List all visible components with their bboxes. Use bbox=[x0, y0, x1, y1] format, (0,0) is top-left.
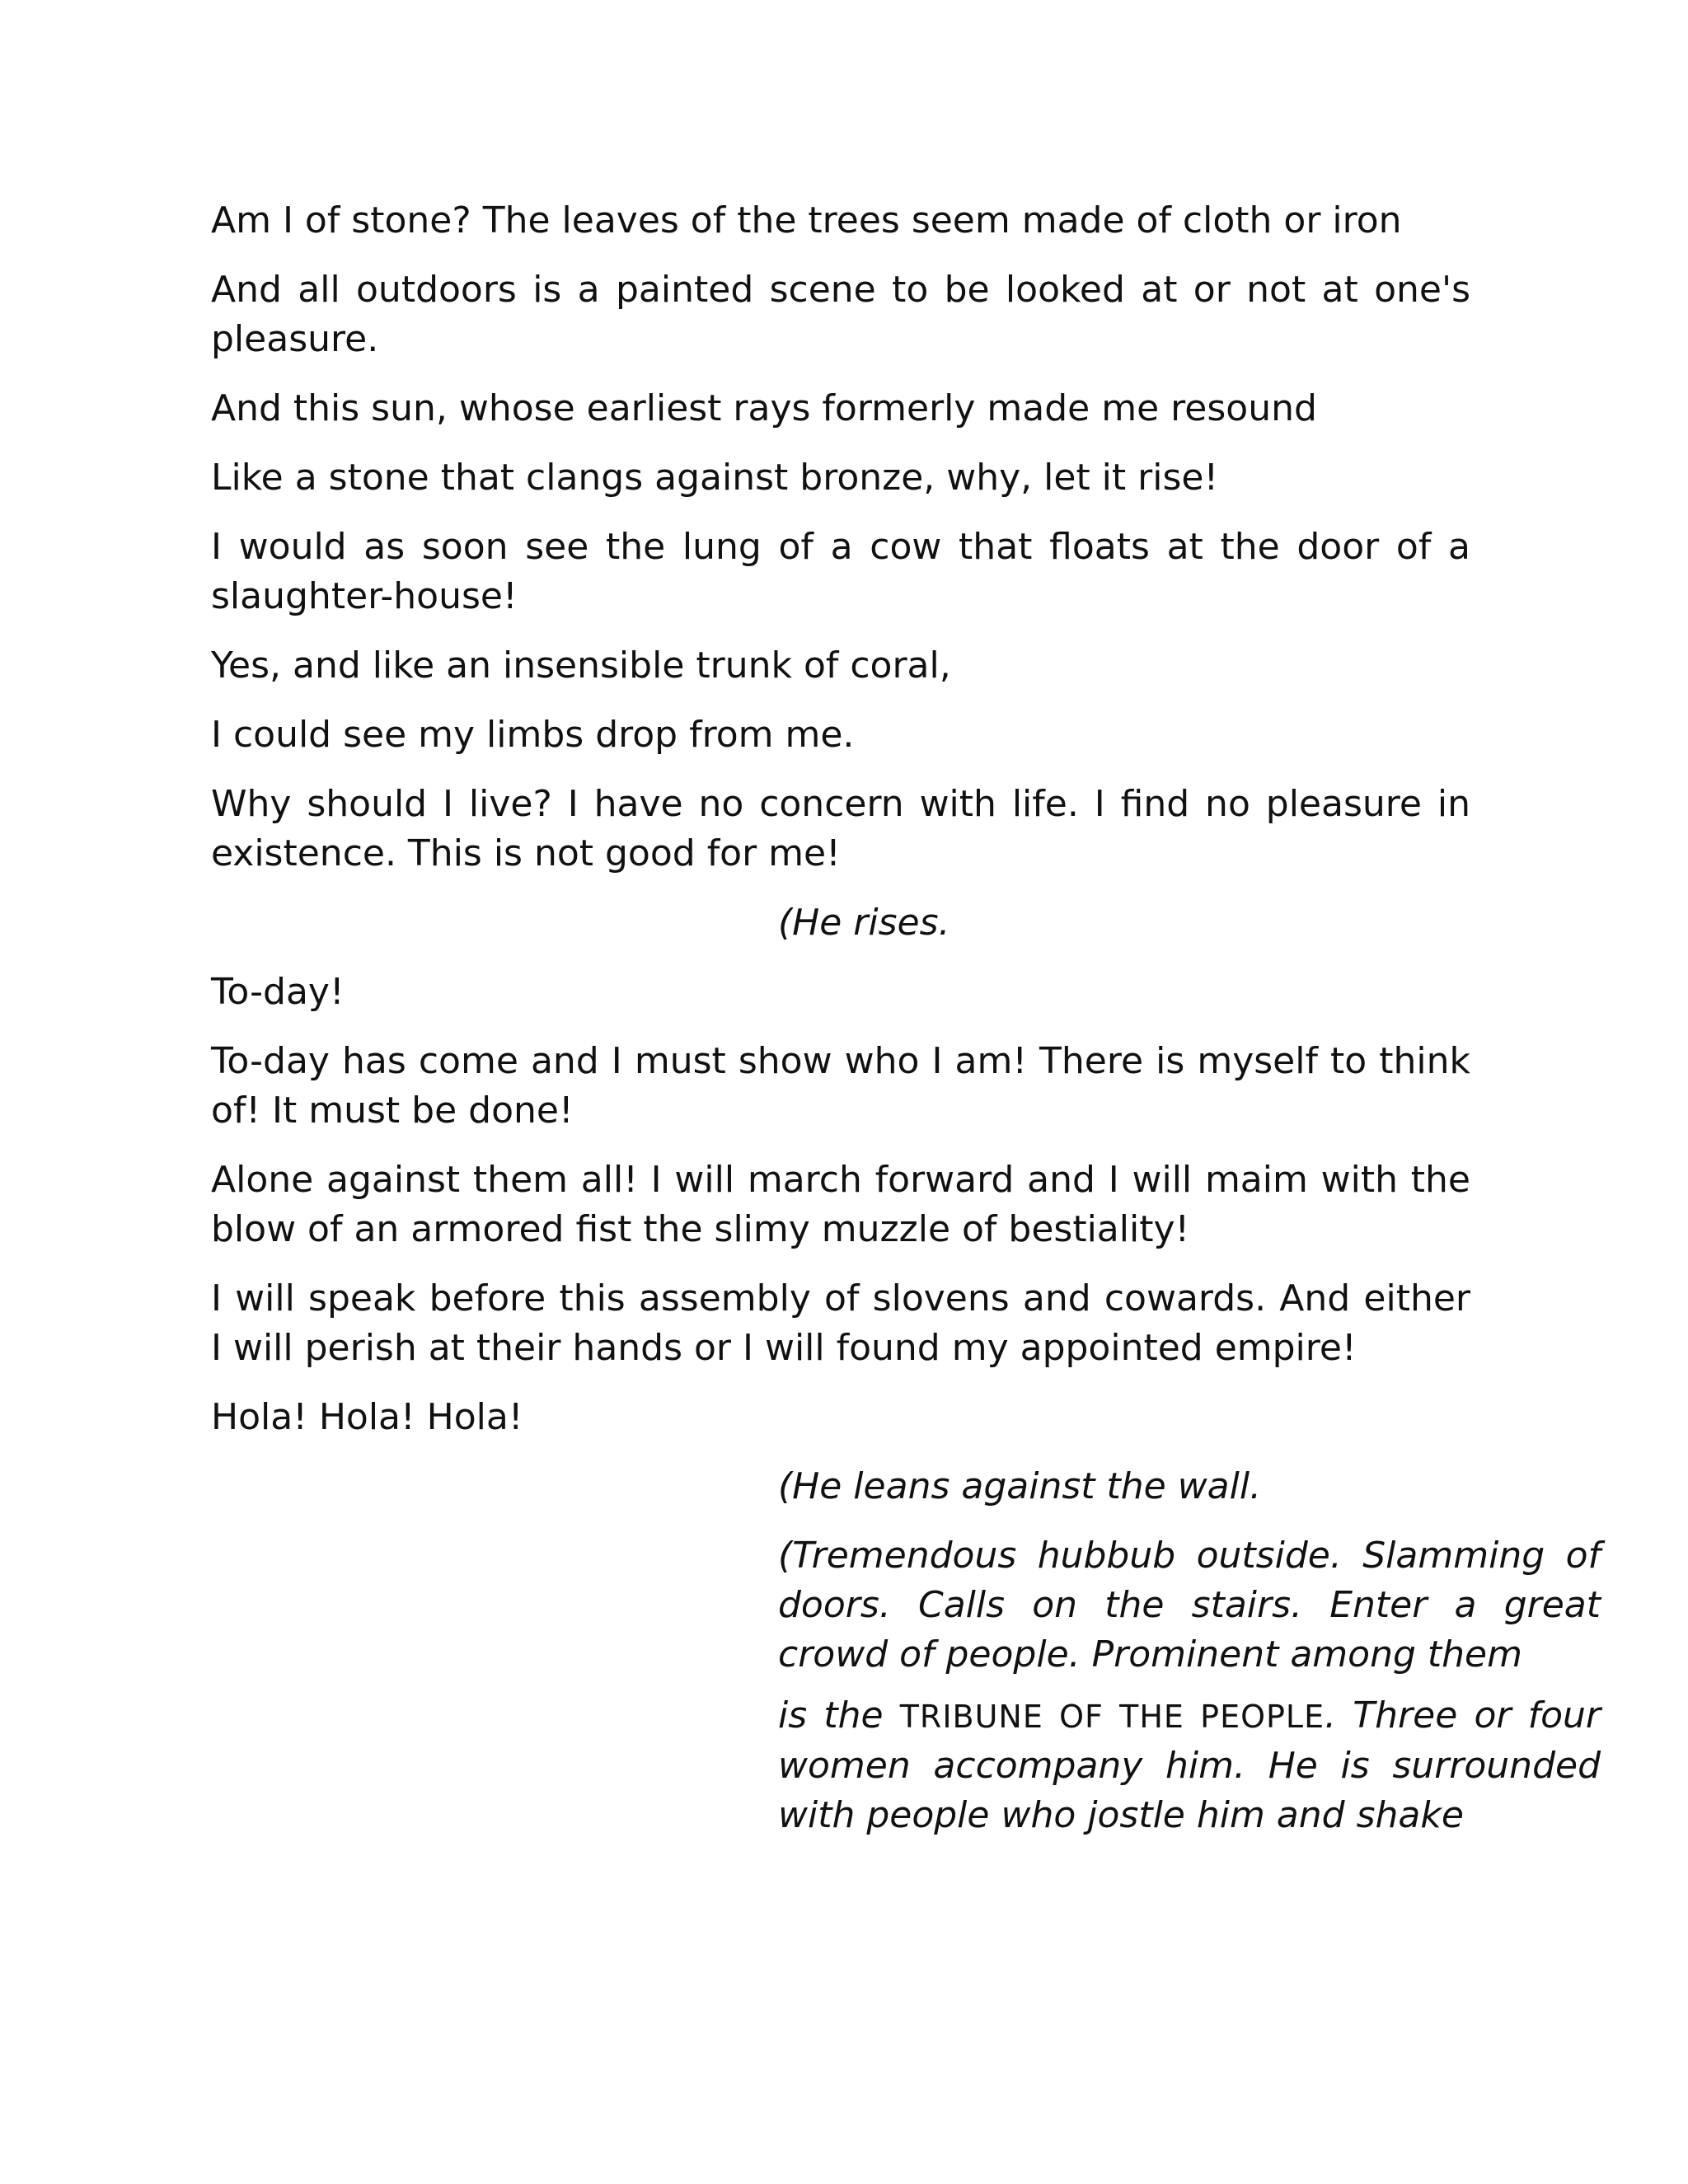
play-page bbox=[211, 196, 1601, 1860]
verse-line: Am I of stone? The leaves of the trees seem made of cloth or iron bbox=[211, 199, 1402, 241]
stage-direction-leans: (He leans against the wall. bbox=[778, 1465, 1262, 1507]
verse-line: I would as soon see the lung of a cow that floats at the door of a slaughter-house! bbox=[211, 526, 1470, 617]
verse-line: To-day has come and I must show who I am! There is myself to think of! It must be done! bbox=[211, 1040, 1470, 1132]
stage-direction-hubbub: (Tremendous hubbub outside. Slamming of doors. Calls on the stairs. Enter a great crowd of people. Prominent among them bbox=[778, 1535, 1601, 1675]
character-name-tribune: TRIBUNE OF THE PEOPLE bbox=[899, 1699, 1325, 1735]
stage-direction-prefix: is the bbox=[778, 1694, 884, 1736]
stage-direction-suffix: . Three or four women accompany him. He is surrounded with people who jostle him and shake bbox=[778, 1694, 1601, 1836]
stage-direction-tribune bbox=[778, 1691, 1601, 1840]
verse-line: I could see my limbs drop from me. bbox=[211, 714, 855, 756]
verse-line: Yes, and like an insensible trunk of coral, bbox=[211, 644, 951, 687]
verse-line: And all outdoors is a painted scene to be looked at or not at one's pleasure. bbox=[211, 269, 1470, 360]
verse-line: Like a stone that clangs against bronze, why, let it rise! bbox=[211, 457, 1219, 499]
stage-direction-rises: (He rises. bbox=[778, 902, 950, 944]
verse-line: To-day! bbox=[211, 971, 345, 1013]
verse-line: I will speak before this assembly of slovens and cowards. And either I will perish at their hands or I will found my appointed empire! bbox=[211, 1277, 1470, 1369]
verse-line: Hola! Hola! Hola! bbox=[211, 1396, 523, 1438]
verse-line: And this sun, whose earliest rays formerly made me resound bbox=[211, 387, 1317, 429]
stage-directions-block bbox=[778, 1462, 1601, 1840]
verse-line: Alone against them all! I will march forward and I will maim with the blow of an armored fist the slimy muzzle of bestiality! bbox=[211, 1159, 1470, 1250]
verse-line: Why should I live? I have no concern with life. I find no pleasure in existence. This is not good for me! bbox=[211, 783, 1470, 874]
